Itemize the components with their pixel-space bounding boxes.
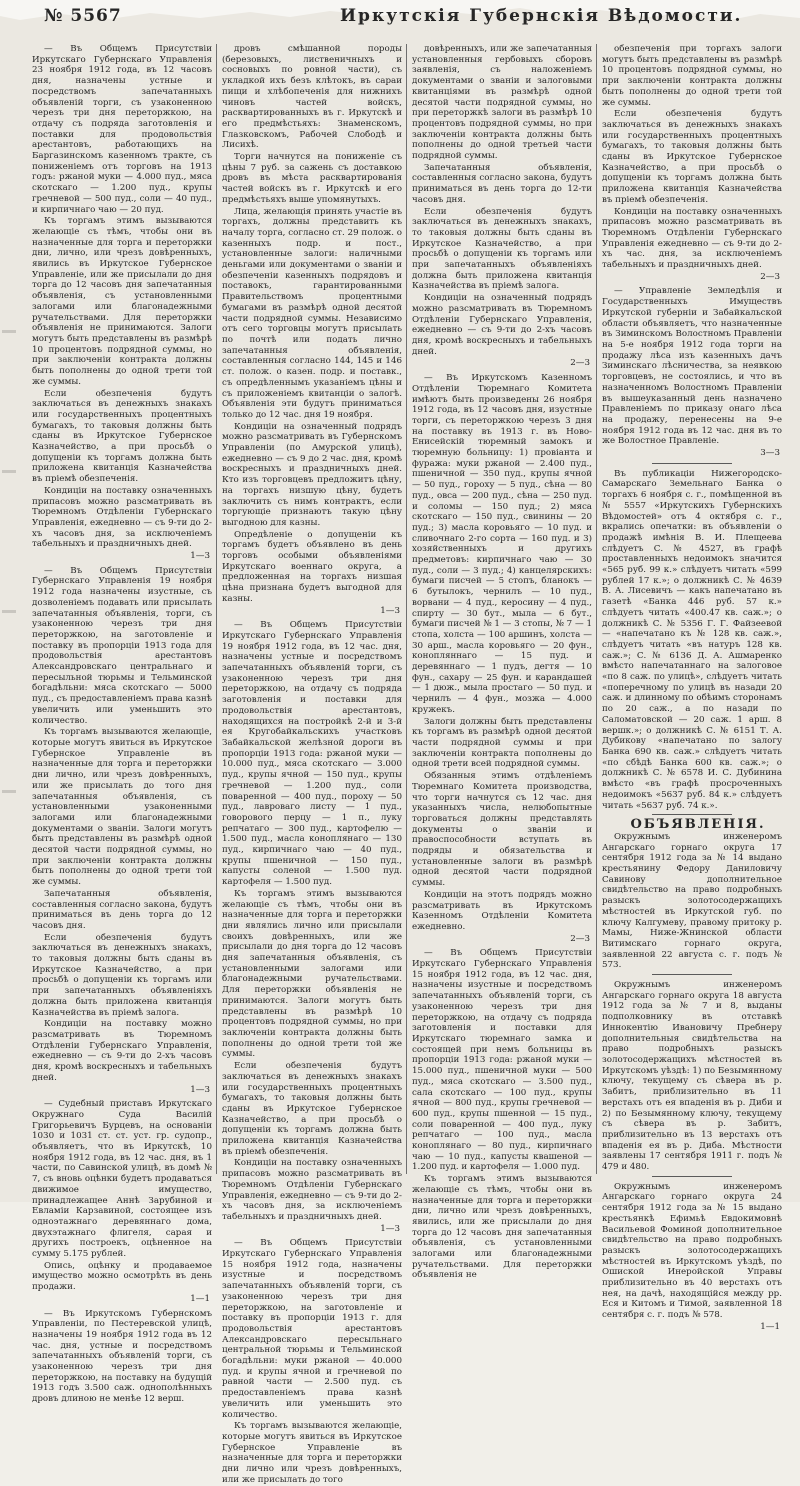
notice-number: 1—1 [760,1321,780,1332]
separator-line [652,463,732,464]
separator-line [652,814,732,815]
column-3 [412,44,592,1281]
column-1 [32,44,212,1405]
notice-paragraph: Кондиціи на поставку означенныхъ припасовъ можно разсматривать въ Тюремномъ Отдѣленіи Губернскаго Управленія, ежедневно — съ 9-ти до 2-хъ часовъ дня, за исключеніемъ табельныхъ и праздничныхъ дней. [222,1158,402,1222]
notice-paragraph: Окружнымъ инженеромъ Ангарскаго горнаго округа 24 сентября 1912 года за № 15 выдано крестьянкѣ Ефимьѣ Евдокимовнѣ Васильевой Фоминой дополнительное свидѣтельство на право подробныхъ разыскъ золотосодержащихъ мѣстностей въ Иркутскомъ уѣздѣ, по Ошиской Инеройской Управы приблизительно въ 40 верстахъ отъ нея, на дачѣ, находящійся между рр. Еся и Китомъ и Тимой, заявленной 18 сентября с. г. подъ № 578. [602,1181,782,1321]
issue-number: № 5567 [44,6,122,26]
notice-paragraph: Къ торгамъ вызываются желающіе, которые могутъ явиться въ Иркутское Губернское Управленіе въ назначенные для торга и переторжки дни лично или чрезъ довѣренныхъ, или же присылать до того [222,1421,402,1485]
notice-paragraph: Торги начнутся на пониженіе съ цѣны 7 руб. за сажень съ доставкою дровъ въ мѣста расквартированія частей войскъ въ г. Иркутскѣ и его предмѣстьяхъ выше упомянутыхъ. [222,152,402,205]
edge-mark [2,610,16,613]
notice-paragraph: Опись, оцѣнку и продаваемое имущество можно осмотрѣть въ день продажи. [32,1260,212,1293]
notice-paragraph: Опредѣленіе о допущеніи къ торгамъ будетъ объявлено въ день торговъ особыми объявленіями Иркутскаго военнаго округа, а предложенная на торгахъ низшая цѣна признана будетъ выгодной для казны. [222,529,402,604]
column-rule [596,44,597,1174]
notice-paragraph: — Въ Иркутскомъ Казенномъ Отдѣленіи Тюремнаго Комитета имѣютъ быть произведены 26 ноября 1912 года, въ 12 часовъ дня, изустные торги, съ переторжкою черезъ 3 дня на поставку въ 1913 г. въ Ново-Енисейскій тюремный замокъ и тюремную больницу: 1) провіанта и фуража: муки ржаной — 2.400 пуд., пшеничной — 350 пуд., крупы ячной — 50 пуд., гороху — 5 пуд., сѣна — 80 пуд., овса — 200 пуд., сѣна — 250 пуд. и соломы — 150 пуд.; 2) мяса скотскаго — 150 пуд., свинины — 20 пуд.; 3) масла коровьяго — 10 пуд. и сливочнаго 2-го сорта — 160 пуд. и 3) хозяйственныхъ и другихъ предметовъ: кирпичнаго чаю — 30 пуд., соли — 3 пуд.; 4) канцелярскихъ: бумаги писчей — 5 стопъ, бланокъ — 6 бутылокъ, чернилъ — 10 пуд., ворвани — 4 пуд., керосину — 4 пуд., спирту — 30 бут., мыла — 6 бут., бумаги писчей № 1 — 3 стопы, № 7 — 1 стопа, холста — 100 аршинъ, холста — 30 арш., масла коровьяго — 20 фун., конопляннаго — 15 пуд. и деревяннаго — 1 пудъ, дегтя — 10 фун., сахару — 25 фун. и карандашей — 1 дюж., мыла простаго — 50 пуд. и чернилъ — 4 фун., мозжа — 4.000 кружекъ. [412,373,592,715]
notice-paragraph: Къ торгамъ этимъ вызываются желающіе съ тѣмъ, чтобы они въ назначенные для торга и переторжки дни являлись лично или присылали своихъ довѣренныхъ, или же присылали до дня торга до 12 часовъ дня запечатанныя объявленія, съ установленными залогами или благонадежными ручательствами. Для переторжки объявленія не принимаются. Залоги могутъ быть представлены въ размѣрѣ 10 процентовъ подрядной суммы, но при заключеніи контракта должны быть пополнены до одной трети той же суммы. [222,888,402,1060]
column-rule [216,44,217,1174]
column-rule [406,44,407,1174]
notice-paragraph: дровъ смѣшанной породы (березовыхъ, лиственичныхъ и сосновыхъ по ровной части), съ укладкой ихъ безъ клѣтокъ, въ сараи пищи и хлѣбопеченія для нижнихъ чиновъ частей войскъ, расквартированныхъ въ г. Иркутскѣ и его предмѣстьяхъ: Знаменскомъ, Глазковскомъ, Рабочей Слободѣ и Лисихѣ. [222,44,402,151]
column-2 [222,44,402,1485]
notice-number: 1—1 [190,1293,210,1304]
separator-line [652,1176,732,1177]
notice-paragraph: Окружнымъ инженеромъ Ангарскаго горнаго округа 17 сентября 1912 года за № 14 выдано крестьянину Федору Даниловичу Савинову дополнительное свидѣтельство на право подробныхъ разыскъ золотосодержащихъ мѣстностей въ Иркутской губ. по ключу Калгумеву, правому притоку р. Мамы, Ниже-Жнинской области Витимскаго горнаго округа, заявленной 22 августа с. г. подъ № 573. [602,831,782,971]
notice-paragraph: Къ торгамъ вызываются желающіе, которые могутъ явиться въ Иркутское Губернское Управленіе въ назначенные для торга и переторжки дни лично, или чрезъ довѣренныхъ, или же присылать до того дня запечатанныя объявленія, съ установленными узаконенными залогами или благонадежными документами о званіи. Залоги могутъ быть представлены въ размѣрѣ одной десятой части подрядной суммы, но при заключеніи контракта должны быть пополнены до одной трети той же суммы. [32,727,212,888]
separator-line [652,974,732,975]
notice-paragraph: Если обезпеченія будутъ заключаться въ денежныхъ знакахъ или государственныхъ процентныхъ бумагахъ, то таковыя должны быть сданы въ Иркутское Губернское Казначейство, а при просьбѣ о допущеніи къ торгамъ должна быть приложена квитанція Казначейства въ пріемѣ обезпеченія. [602,109,782,205]
notice-paragraph: обезпеченія при торгахъ залоги могутъ быть представлены въ размѣрѣ 10 процентовъ подрядной суммы, но при заключеніи контракта должны быть пополнены до одной трети той же суммы. [602,44,782,108]
notice-paragraph: Кондиціи на поставку можно разсматривать въ Тюремномъ Отдѣленіи Губернскаго Управленія, ежедневно — съ 9-ти до 2-хъ часовъ дня, кромѣ воскресныхъ и табельныхъ дней. [32,1019,212,1083]
notice-paragraph: Кондиціи на поставку означенныхъ припасовъ можно разсматривать въ Тюремномъ Отдѣленіи Губернскаго Управленія, ежедневно — съ 9-ти до 2-хъ часовъ дня, за исключеніемъ табельныхъ и праздничныхъ дней. [32,485,212,550]
notice-number: 1—3 [190,1084,210,1095]
notice-paragraph: Если обезпеченія будутъ заключаться въ денежныхъ знакахъ, то таковыя должны быть сданы въ Иркутское Казначейство, а при просьбѣ о допущеніи къ торгамъ или при запечатанныхъ объявленіяхъ должна быть приложена квитанція Казначейства въ пріемѣ залога. [412,206,592,292]
edge-mark [2,790,16,793]
notice-paragraph: Лица, желающія принять участіе въ торгахъ, должны представить къ началу торга, согласно ст. 29 полож. о казенныхъ подр. и пост., установленные залоги: наличными деньгами или документами о званіи и обезпеченіи казенныхъ подрядовъ и поставокъ, гарантированными Правительствомъ процентными бумагами въ размѣрѣ одной десятой части подрядной суммы. Независимо отъ сего торговцы могутъ присылать по почтѣ или подать лично запечатанныя объявленія, составленныя согласно 144, 145 и 146 ст. полож. о казен. подр. и поставк., съ опредѣленнымъ указаніемъ цѣны и съ приложеніемъ квитанціи о залогѣ. Объявленія эти будутъ приниматься только до 12 час. дня 19 ноября. [222,206,402,420]
edge-mark [2,330,16,333]
notice-paragraph: Кондиціи на этотъ подрядъ можно разсматривать въ Иркутскомъ Казенномъ Отдѣленіи Комитета ежедневно. [412,889,592,932]
notice-number: 2—3 [760,271,780,282]
notice-number: 1—3 [380,605,400,616]
notice-paragraph: Окружнымъ инженеромъ Ангарскаго горнаго округа 18 августа 1912 года за № 7 и 8, выданы подполковнику въ отставкѣ Иннокентію Ивановичу Пребнеру дополнительныя свидѣтельства на право подробныхъ разыскъ золотосодержащихъ мѣстностей въ Иркутскомъ уѣздѣ: 1) по Безымянному ключу, текущему съ сѣвера въ р. Забитъ, приблизительно въ 11 верстахъ отъ ея впаденія въ р. Диби и 2) по Безымянному ключу, текущему съ сѣвера въ р. Забитъ, приблизительно въ 13 верстахъ отъ впаденія ея въ р. Диба. Мѣстности заявлены 17 сентября 1911 г. подъ № 479 и 480. [602,980,782,1173]
notice-paragraph: довѣренныхъ, или же запечатанныя установленныя гербовыхъ сборовъ заявленія, съ наложеніемъ документами о званіи и залоговыми квитанціями въ размѣрѣ одной десятой части подрядной суммы, но при переторжкѣ залоги въ размѣрѣ 10 процентовъ подрядной суммы, но при заключеніи контракта должны быть пополнены до одной третьей части подрядной суммы. [412,44,592,162]
notice-paragraph: — Въ Общемъ Присутствіи Иркутскаго Губернскаго Управленія 15 ноября 1912 года, назначены изустные и посредствомъ запечатанныхъ объявленій торги, съ узаконенною черезъ три дня переторжкою, на заготовленіе и поставку въ пропорціи 1913 г. для продовольствія арестантовъ Александровскаго пересыльнаго центральной тюрьмы и Тельминской богадѣльни: муки ржаной — 40.000 пуд. и крупы ячной и гречневой по равной части — 2.500 пуд. съ предоставленіемъ права казнѣ увеличить или уменьшить это количество. [222,1238,402,1420]
paper-title: Иркутскія Губернскія Вѣдомости. [340,6,743,26]
notice-paragraph: Если обезпеченія будутъ заключаться въ денежныхъ знакахъ или государственныхъ процентныхъ бумагахъ, то таковыя должны быть сданы въ Иркутское Губернское Казначейство, а при просьбѣ о допущеніи къ торгамъ должна быть приложена квитанція Казначейства въ пріемѣ обезпеченія. [32,388,212,485]
notice-paragraph: — Въ Общемъ Присутствіи Иркутскаго Губернскаго Управленія 15 ноября 1912 года, въ 12 час. дня, назначены изустные и посредствомъ запечатанныхъ объявленій торги, съ узаконенною черезъ три дня переторжкою, на отдачу съ подряда заготовленія и поставки для Иркутскаго тюремнаго замка и состоящей при немъ больницы въ пропорціи 1913 года: ржаной муки — 15.000 пуд., пшеничной муки — 500 пуд., мяса скотскаго — 3.500 пуд., сала скотскаго — 100 пуд., крупы ячной — 800 пуд., крупы гречневой — 600 пуд., крупы пшенной — 15 пуд., соли поваренной — 400 пуд., луку репчатаго — 100 пуд., масла коноплянаго — 80 пуд., кирпичнаго чаю — 10 пуд., капусты квашеной — 1.200 пуд. и картофеля — 1.000 пуд. [412,948,592,1173]
notice-paragraph: Въ публикаціи Нижегородско-Самарскаго Земельнаго Банка о торгахъ 6 ноября с. г., помѣщенной въ № 5557 «Иркутскихъ Губернскихъ Вѣдомостей» отъ 4 октября с. г., вкрались опечатки: въ объявленіи о продажѣ имѣнія В. И. Плещеева слѣдуетъ С. № 4527, въ графѣ проставленныхъ недоимокъ значится «565 руб. 99 к.» слѣдуетъ читать «599 рублей 17 к.»; о должникѣ С. № 4639 В. А. Лисевичъ — какъ напечатано въ газетѣ «Банка 446 руб. 57 к.» слѣдуетъ читать «400.47 кв. саж.»; о должникѣ С. № 5356 Г. Г. Файзеевой — «напечатано къ № 128 кв. саж.», слѣдуетъ читать «въ натуръ 128 кв. саж.»; С. № 6136 Д. А. Ашмаренко вмѣсто напечатаннаго на залоговое «по 8 саж. по улицѣ», слѣдуетъ читать «поперечному по улицѣ въ назади 20 саж. и длинному по обѣимъ сторонамъ по 20 саж., а по назади по Саломатовской — 20 саж. 1 арш. 8 вершк.»; о должникѣ С. № 6151 Т. А. Дубикову «напечатано по залогу Банка 690 кв. саж.» слѣдуетъ читать «по сбѣдѣ Банка 600 кв. саж.»; о должникѣ С. № 6578 И. С. Дубинина вмѣсто «въ графѣ просроченныхъ недоимокъ «5637 руб. 84 к.» слѣдуетъ читать «5637 руб. 74 к.». [602,468,782,811]
notice-number: 1—3 [190,551,210,562]
notice-paragraph: — Управленіе Земледѣлія и Государственныхъ Имуществъ Иркутской губерніи и Забайкальской области объявляетъ, что назначенные въ Зиминскомъ Волостномъ Правленіи на 5-е ноября 1912 года торги на продажу лѣса изъ казенныхъ дачъ Зиминскаго лѣсничества, за неявкою торговцевъ, не состоялись, и что въ назначенномъ Волостномъ Правленіи въ вышеуказанный день назначено Правленіемъ по приказу онаго лѣса на продажу, перенесены на 9-е ноября 1912 года въ 12 час. дня въ то же Волостное Правленіе. [602,286,782,447]
notice-paragraph: Къ торгамъ этимъ вызываются желающіе съ тѣмъ, чтобы они въ назначенные для торга и переторжки дни, лично, или чрезъ довѣренныхъ, явились въ Иркутское Губернское Управленіе, или же присылали до дня торга до 12 часовъ дня запечатанныя объявленія, съ установленными залогами или благонадежными ручательствами. Для переторжки объявленія не принимаются. Залоги могутъ быть представлены въ размѣрѣ 10 процентовъ подрядной суммы, но при заключеніи контракта должны быть пополнены до одной трети той же суммы. [32,216,212,387]
notice-number: 2—3 [570,358,590,369]
notice-paragraph: Залоги должны быть представлены къ торгамъ въ размѣрѣ одной десятой части подрядной суммы и при заключеніи контракта пополнены до одной трети всей подрядной суммы. [412,716,592,770]
column-4 [602,44,782,1332]
notice-paragraph: Кондиціи на означенный подрядъ можно разсматривать въ Тюремномъ Отдѣленіи Губернскаго Управленія, ежедневно — съ 9-ти до 2-хъ часовъ дня, кромѣ воскресныхъ и табельныхъ дней. [412,293,592,357]
edge-mark [2,470,16,473]
notice-paragraph: Если обезпеченія будутъ заключаться въ денежныхъ знакахъ или государственныхъ процентныхъ бумагахъ, то таковыя должны быть сданы въ Иркутское Губернское Казначейство, а при просьбѣ о допущеніи къ торгамъ должна быть приложена квитанція Казначейства въ пріемѣ обезпеченія. [222,1061,402,1157]
notice-paragraph: Если обезпеченія будутъ заключаться въ денежныхъ знакахъ, то таковыя должны быть сданы въ Иркутское Казначейство, а при просьбѣ о допущеніи къ торгамъ или при запечатанныхъ объявленіяхъ должна быть приложена квитанція Казначейства въ пріемѣ залога. [32,932,212,1018]
notice-paragraph: — Въ Иркутскомъ Губернскомъ Управленіи, по Пестеревской улицѣ, назначены 19 ноября 1912 года въ 12 час. дня, устные и посредствомъ запечатанныхъ объявленій торги, съ узаконенною черезъ три дня переторжкою, на поставку на будущій 1913 годъ 3.500 саж. однополѣнныхъ дровъ длиною не менѣе 12 верш. [32,1308,212,1405]
notice-paragraph: Къ торгамъ этимъ вызываются желающіе съ тѣмъ, чтобы они въ назначенные для торга и переторжки дни, лично или чрезъ довѣренныхъ, явились, или же присылали до дня торга до 12 часовъ дня запечатанныя объявленія, съ установленными залогами или благонадежными ручательствами. Для переторжки объявленія не [412,1174,592,1281]
notice-number: 3—3 [760,448,780,459]
notice-paragraph: — Въ Общемъ Присутствіи Иркутскаго Губернскаго Управленія 23 ноября 1912 года, въ 12 часовъ дня, назначены устные и посредствомъ запечатанныхъ объявленій торги, съ узаконенною черезъ три дня переторжкою, на отдачу съ подряда заготовленія и поставки для продовольствія арестантовъ, работающихъ на Баргазинскомъ казенномъ тракте, съ пониженіемъ отъ торговъ на 1913 годъ: ржаной муки — 4.000 пуд., мяса скотскаго — 1.200 пуд., крупы гречневой — 500 пуд., соли — 40 пуд., и кирпичнаго чаю — 20 пуд. [32,44,212,215]
notice-paragraph: — Судебный приставъ Иркутскаго Окружнаго Суда Василій Григорьевичъ Бурцевъ, на основаніи 1030 и 1031 ст. ст. уст. гр. судопр., объявляетъ, что въ Иркутскѣ, 10 ноября 1912 года, въ 12 час. дня, въ 1 части, по Савинской улицѣ, въ домѣ № 7, съ вновь оцѣнки будетъ продаваться движимое имущество, принадлежащее Аннѣ Зарубиной и Евламіи Карзавиной, состоящее изъ одноэтажнаго деревяннаго дома, двухэтажнаго флигеля, сарая и другихъ построекъ, оцѣненное на сумму 5.175 рублей. [32,1099,212,1260]
notice-paragraph: — Въ Общемъ Присутствіи Губернскаго Управленія 19 ноября 1912 года назначены изустные, съ дозволеніемъ подавать или присылать запечатанныя объявленія, торги, съ узаконенною черезъ три дня переторжкою, на заготовленіе и поставку въ пропорціи 1913 года для продовольствія арестантовъ Александровскаго центральнаго и пересыльной тюрьмы и Тельминской богадѣльни: мяса скотскаго — 5000 пуд., съ предоставленіемъ права казнѣ увеличить или уменьшить это количество. [32,565,212,726]
notice-number: 1—3 [380,1223,400,1234]
notice-paragraph: Кондиціи на поставку означенныхъ припасовъ можно разсматривать въ Тюремномъ Отдѣленіи Губернскаго Управленія ежедневно — съ 9-ти до 2-хъ час. дня, за исключеніемъ табельныхъ и праздничныхъ дней. [602,206,782,271]
notice-paragraph: Запечатанныя объявленія, составленныя согласно закона, будутъ приниматься въ день торга до 12 часовъ дня. [32,888,212,931]
notice-number: 2—3 [570,933,590,944]
notice-paragraph: Запечатанныя объявленія, составленныя согласно закона, будутъ приниматься въ день торга до 12-ти часовъ дня. [412,162,592,205]
notice-paragraph: Обязанныя этимъ отдѣленіемъ Тюремнаго Комитета производства, что торги начнутся съ 12 час. дня указанныхъ числа, нелюбопытные торговаться должны представлять документы о званіи и правоспособности вступать въ подряды и обязательства и установленные залоги въ размѣрѣ одной десятой части подрядной суммы. [412,771,592,889]
masthead [40,0,780,30]
notice-paragraph: — Въ Общемъ Присутствіи Иркутскаго Губернскаго Управленія 19 ноября 1912 года, въ 12 час. дня, назначены устные и посредствомъ запечатанныхъ объявленій торги, съ узаконенною черезъ три дня переторжкою, на отдачу съ подряда заготовленія и поставки для продовольствія арестантовъ, находящихся на постройкѣ 2-й и 3-й ея Кругобайкальскихъ участковъ Забайкальской желѣзной дороги въ пропорціи 1913 года: ржаной муки — 10.000 пуд., мяса скотскаго — 3.000 пуд., крупы ячной — 150 пуд., крупы гречневой — 1.200 пуд., соли поваренной — 400 пуд., пороху — 50 пуд., лавроваго листу — 1 пуд., говорового перцу — 1 п., луку репчатаго — 300 пуд., картофелю — 1.500 пуд., масла коноплянаго — 130 пуд., кирпичнаго чаю — 40 пуд., крупы пшеничной — 150 пуд., капусты соленой — 1.500 пуд. картофеля — 1.500 пуд. [222,620,402,888]
notice-paragraph: Кондиціи на означенный подрядъ можно разсматривать въ Губернскомъ Управленіи (по Амурской улицѣ), ежедневно — съ 9 до 2 час. дня, кромѣ воскресныхъ и праздничныхъ дней. Кто изъ торговцевъ предложитъ цѣну, на торгахъ низшую цѣну, будетъ заключить съ нимъ контрактъ, если торгующіе признаютъ такую цѣну выгодною для казны. [222,421,402,528]
section-heading: ОБЪЯВЛЕНІЯ. [630,817,766,833]
